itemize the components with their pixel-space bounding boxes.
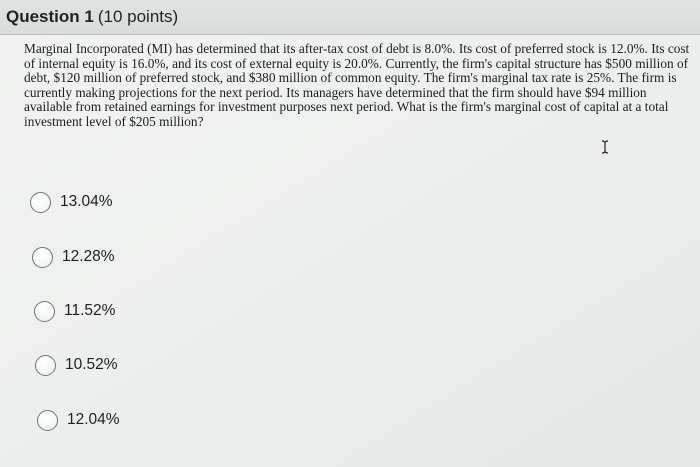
option-label: 13.04% — [60, 193, 113, 210]
option-label: 12.04% — [67, 411, 120, 428]
radio-button-icon[interactable] — [35, 355, 56, 376]
option-label: 11.52% — [64, 302, 116, 319]
radio-button-icon[interactable] — [37, 410, 58, 431]
question-text: Marginal Incorporated (MI) has determined that its after-tax cost of debt is 8.0%. Its cost of preferred stock is 12.0%. Its cost of internal equity is 16.0%, and its cost of external equity is 20.0%. Currently, the firm's capital structure has $500 million of debt, $120 million of preferred stock, and $380 million of common equity. The firm's marginal tax rate is 25%. The firm is currently making projections for the next period. Its managers have determined that the firm should have $94 million available from retained earnings for investment purposes next period. What is the firm's marginal cost of capital at a total investment level of $205 million? — [24, 41, 690, 129]
question-number: Question 1 — [6, 7, 94, 26]
radio-button-icon[interactable] — [34, 301, 55, 322]
option-label: 10.52% — [65, 356, 118, 373]
radio-button-icon[interactable] — [30, 192, 51, 213]
radio-button-icon[interactable] — [32, 247, 53, 268]
option-label: 12.28% — [62, 248, 115, 265]
question-points: (10 points) — [97, 7, 179, 26]
